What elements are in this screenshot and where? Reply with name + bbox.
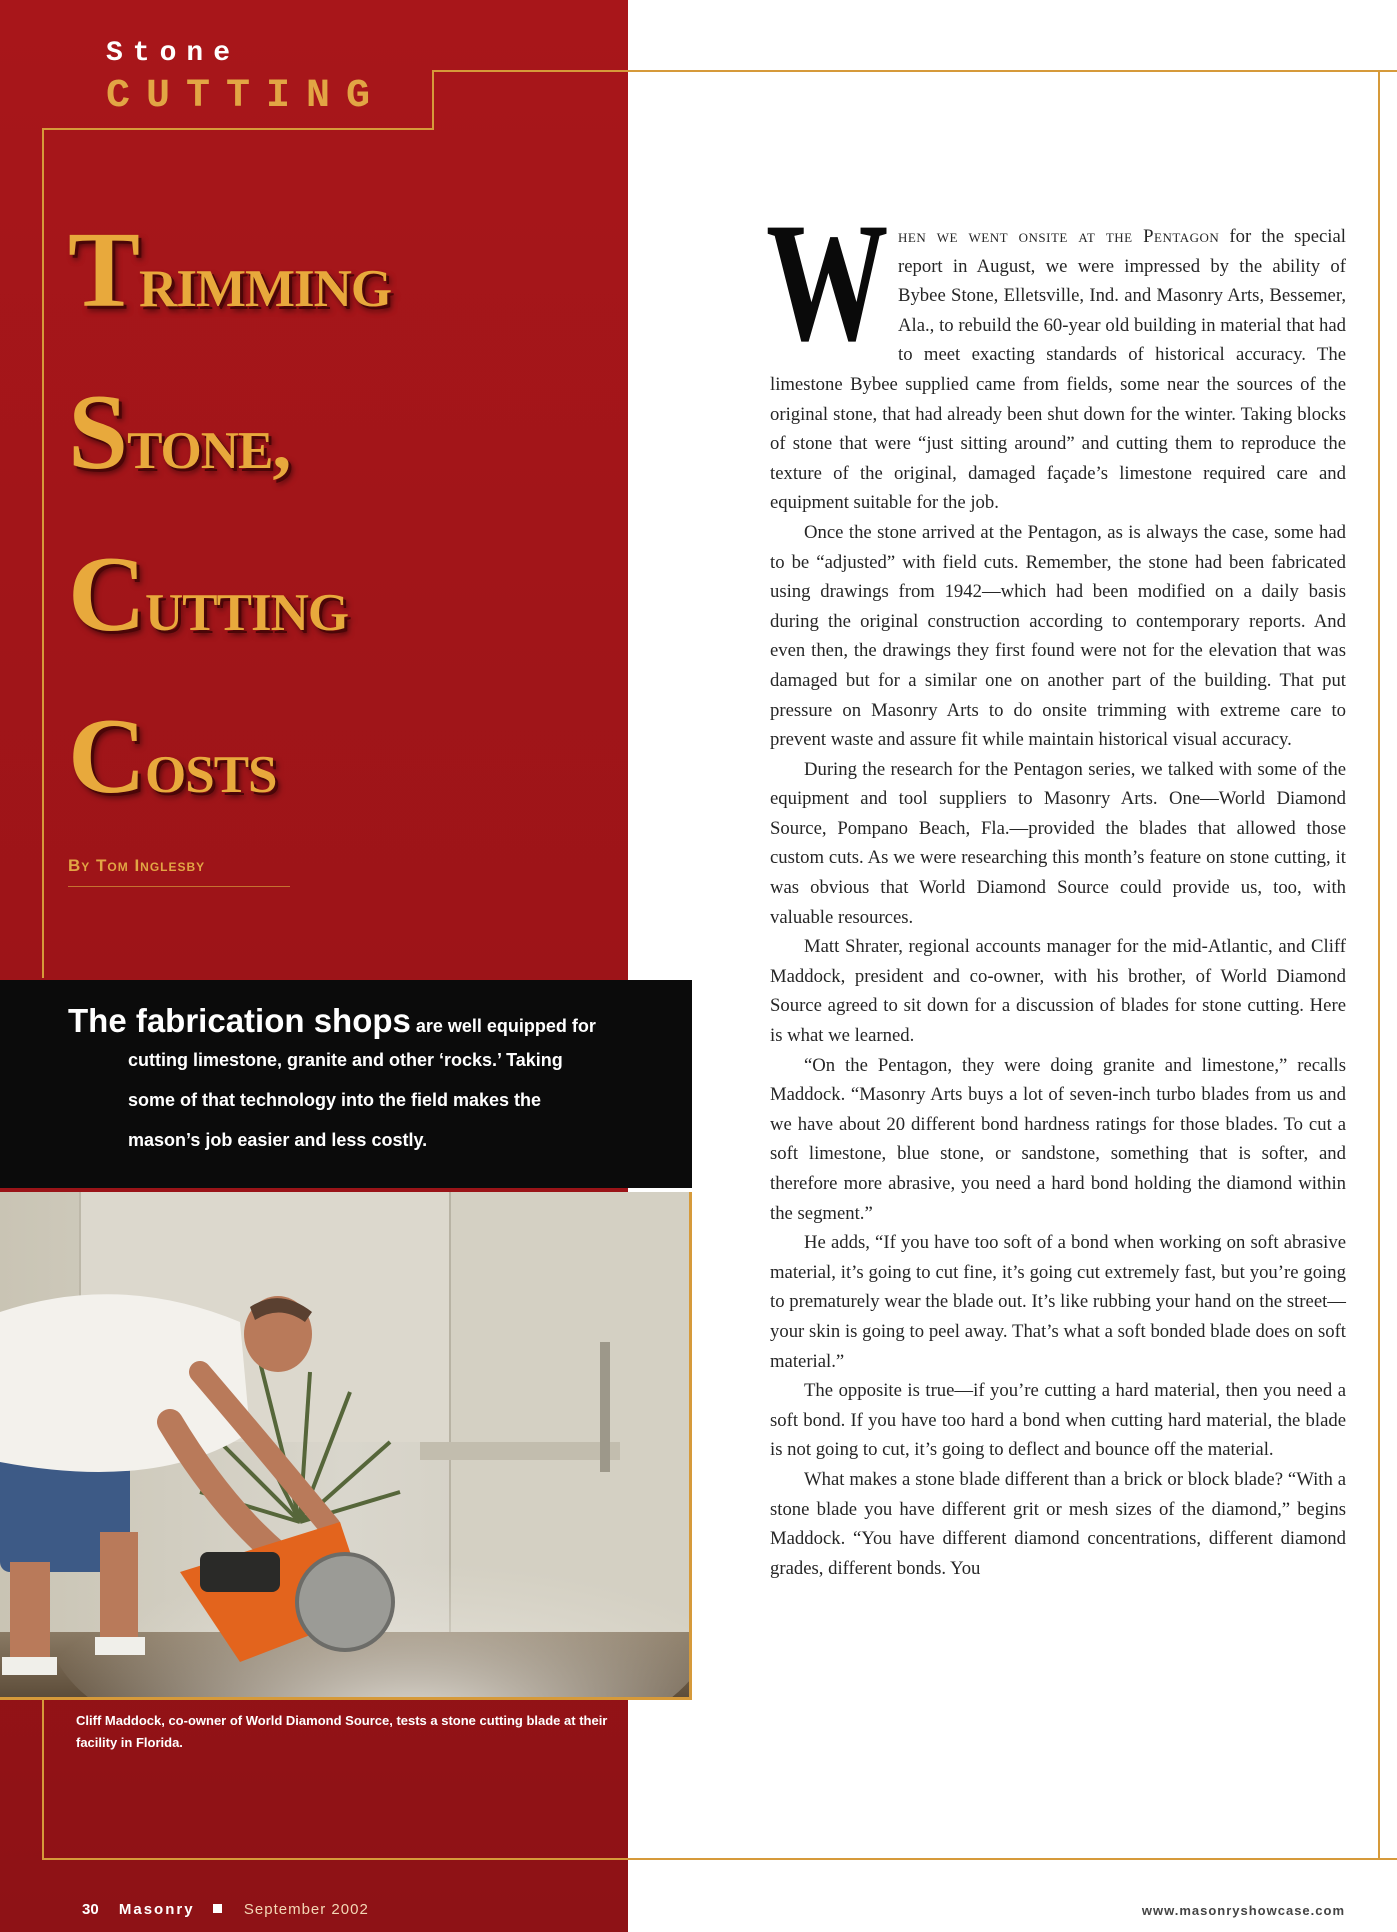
section-label-stone: Stone xyxy=(106,38,241,69)
page-number: 30 xyxy=(82,1901,99,1918)
paragraph-7: The opposite is true—if you’re cutting a hard material, then you need a soft bond. If you have too hard a bond when cutting hard material, the blade is not going to cut, it’s going to deflect and bounce off the material. xyxy=(770,1380,1346,1461)
gold-rule-top-vertical xyxy=(432,70,434,130)
magazine-name: Masonry xyxy=(118,1901,195,1918)
lead-in: hen we went onsite at the Pentagon xyxy=(898,226,1220,247)
headline-line-1: Trimming xyxy=(68,211,392,330)
paragraph-4: Matt Shrater, regional accounts manager for the mid-Atlantic, and Cliff Maddock, president and co-owner, with his brother, of World Diamond Source agreed to sit down for a discussion of blades for stone cutting. Here is what we learned. xyxy=(770,936,1346,1047)
article-headline xyxy=(68,195,628,843)
deck-lead: The fabrication shops xyxy=(68,1002,411,1039)
paragraph-3: During the research for the Pentagon series, we talked with some of the equipment and tool suppliers to Masonry Arts. One—World Diamond Source, Pompano Beach, Fla.—provided the blades that allowed those custom cuts. As we were researching this month’s feature on stone cutting, it was obvious that World Diamond Source could provide us, too, with valuable resources. xyxy=(770,758,1346,928)
paragraph-6: He adds, “If you have too soft of a bond when working on soft abrasive material, it’s going to cut fine, it’s going cut extremely fast, but you’re going to prematurely wear the blade out. It’s like rubbing your hand on the street—your skin is going to peel away. That’s what a soft bonded blade does on soft material.” xyxy=(770,1232,1346,1372)
byline-underline xyxy=(68,886,290,887)
paragraph-5: “On the Pentagon, they were doing granite and limestone,” recalls Maddock. “Masonry Arts buys a lot of seven-inch turbo blades from us and we have about 20 different bond hardness ratings for those blades. To cut a soft limestone, blue stone, or sandstone, something that is softer, and therefore more abrasive, you need a hard bond holding the diamond within the segment.” xyxy=(770,1054,1346,1224)
website-url: www.masonryshowcase.com xyxy=(1141,1903,1345,1918)
paragraph-8: What makes a stone blade different than a brick or block blade? “With a stone blade you have different grit or mesh sizes of the diamond,” begins Maddock. “You have different diamond concentrations, different diamond grades, different bonds. You xyxy=(770,1468,1346,1579)
gold-rule-left-lower xyxy=(42,1700,44,1860)
deck-line-1 xyxy=(68,1002,672,1040)
footer-folio xyxy=(82,1901,369,1918)
paragraph-2: Once the stone arrived at the Pentagon, as is always the case, some had to be “adjusted” with field cuts. Remember, the stone had been fabricated using drawings from 1942—which had been modified on a daily basis during the original construction according to contemporary reports. And even then, the drawings they first found were not for the elevation that was damaged but for a similar one on another part of the building. That put pressure on Masonry Arts to do onsite trimming with extreme care to prevent waste and assure fit while maintain historical visual accuracy. xyxy=(770,521,1346,751)
deck-line-4: mason’s job easier and less costly. xyxy=(128,1130,428,1150)
byline: By Tom Inglesby xyxy=(68,856,206,875)
section-label-cutting: CUTTING xyxy=(106,74,387,119)
gold-rule-right-vertical xyxy=(1378,70,1380,1860)
deck-first: are well equipped for xyxy=(410,1016,596,1036)
headline-line-4: Costs xyxy=(68,697,277,816)
paragraph-1 xyxy=(766,188,1346,518)
article-photo xyxy=(0,1192,692,1700)
deck-line-3: some of that technology into the field makes the xyxy=(128,1090,542,1110)
deck-box xyxy=(0,980,692,1188)
issue-date: September 2002 xyxy=(243,1901,369,1918)
photo-caption: Cliff Maddock, co-owner of World Diamond Source, tests a stone cutting blade at their facility in Florida. xyxy=(76,1713,608,1750)
headline-line-2: Stone, xyxy=(68,373,291,492)
article-body xyxy=(766,188,1346,1583)
headline-line-3: Cutting xyxy=(68,535,349,654)
gold-rule-left-vertical xyxy=(42,128,44,978)
gold-rule-top-left xyxy=(42,128,434,130)
drop-cap: W xyxy=(766,188,889,376)
gold-rule-top-right xyxy=(432,70,1397,72)
gold-rule-bottom xyxy=(42,1858,1397,1860)
deck-line-2: cutting limestone, granite and other ‘rocks.’ Taking xyxy=(128,1050,563,1070)
photo-illustration xyxy=(0,1192,692,1700)
paragraph-1-text: for the special report in August, we were impressed by the ability of Bybee Stone, Elletsville, Ind. and Masonry Arts, Bessemer, Ala., to rebuild the 60-year old building in material that had to meet exacting standards of historical accuracy. The limestone Bybee supplied came from fields, some near the sources of the original stone, that had already been shut down for the winter. Taking blocks of stone that were “just sitting around” and cutting them to reproduce the texture of the original, damaged façade’s limestone required care and equipment suitable for the job. xyxy=(770,226,1346,514)
folio-square-icon xyxy=(213,1904,222,1913)
